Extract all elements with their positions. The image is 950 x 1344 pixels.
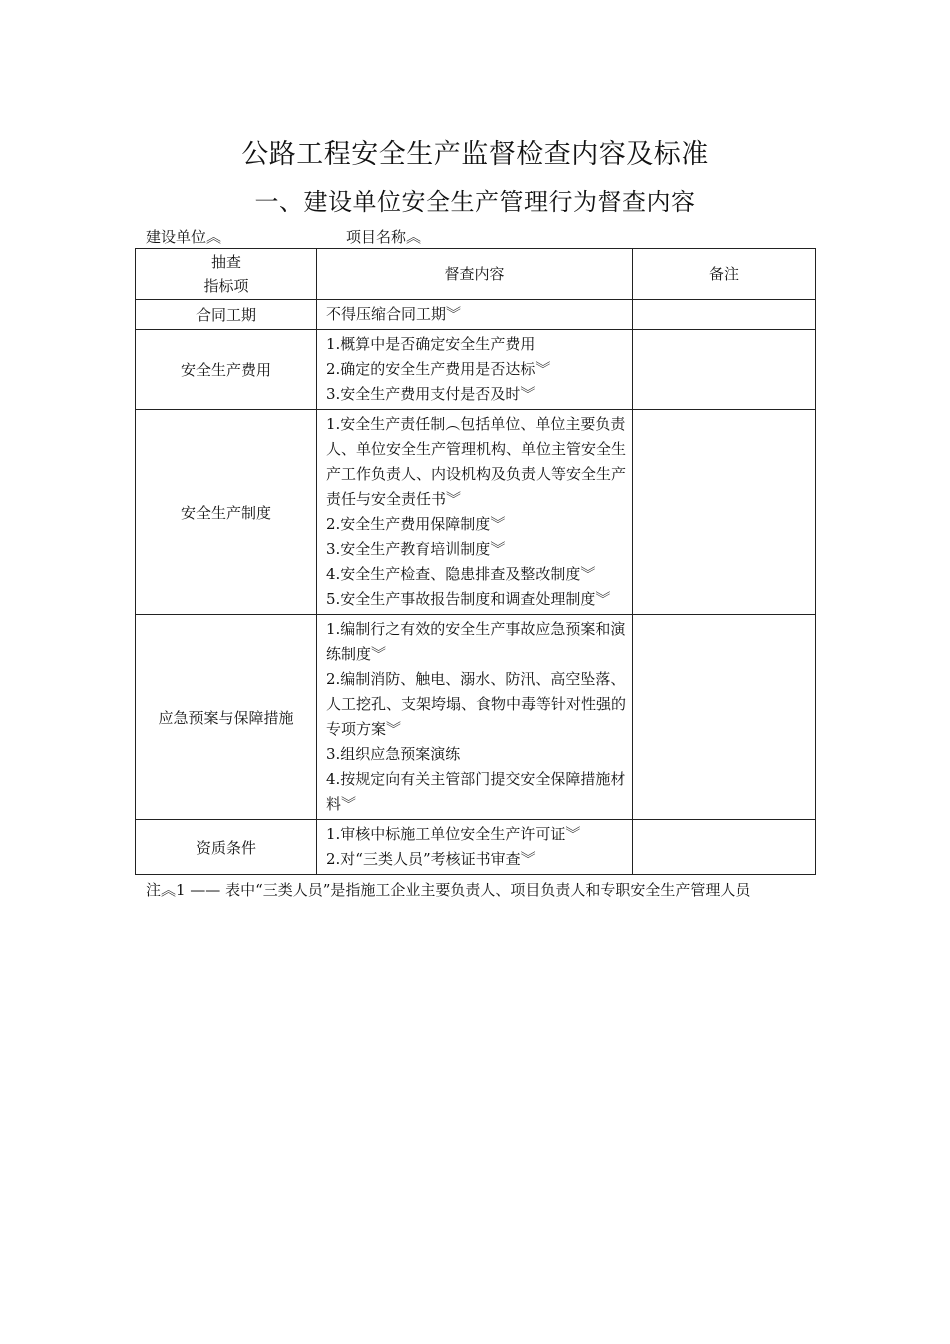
table-row [136, 410, 816, 615]
section-subtitle: 一、建设单位安全生产管理行为督查内容 [254, 188, 696, 216]
construction-unit-label: 建设单位︽ [146, 228, 222, 246]
footnote: 注︽1 —— 表中“三类人员”是指施工企业主要负责人、项目负责人和专职安全生产管理人员 [146, 881, 751, 899]
table-row [136, 615, 816, 820]
row-content [317, 410, 633, 615]
row-content [317, 615, 633, 820]
content-line: 2.编制消防、触电、溺水、防汛、高空坠落、人工挖孔、支架垮塌、食物中毒等针对性强的专项方案︾ [326, 670, 627, 738]
content-line: 不得压缩合同工期︾ [326, 305, 462, 323]
row-content [317, 820, 633, 875]
table-header-row [136, 249, 816, 300]
row-remark [633, 615, 816, 820]
content-line: 2.确定的安全生产费用是否达标︾ [326, 360, 551, 378]
content-line: 3.安全生产教育培训制度︾ [326, 540, 506, 558]
header-remark: 备注 [633, 249, 816, 300]
row-remark [633, 300, 816, 330]
content-line: 3.组织应急预案演练 [326, 745, 461, 763]
row-category: 安全生产制度 [136, 410, 317, 615]
row-category: 安全生产费用 [136, 330, 317, 410]
inspection-table [135, 248, 816, 875]
header-item [136, 249, 317, 300]
content-line: 1.审核中标施工单位安全生产许可证︾ [326, 825, 581, 843]
document-title: 公路工程安全生产监督检查内容及标准 [241, 139, 709, 170]
row-category: 应急预案与保障措施 [136, 615, 317, 820]
content-line: 1.安全生产责任制︵包括单位、单位主要负责人、单位安全生产管理机构、单位主管安全生产工作负责人、内设机构及负责人等安全生产责任与安全责任书︾ [326, 415, 627, 508]
header-content: 督查内容 [317, 249, 633, 300]
project-name-label: 项目名称︽ [346, 228, 422, 246]
row-remark [633, 410, 816, 615]
content-line: 3.安全生产费用支付是否及时︾ [326, 385, 536, 403]
row-remark [633, 330, 816, 410]
row-category: 资质条件 [136, 820, 317, 875]
header-item-line1: 抽查 [210, 253, 241, 271]
row-content [317, 300, 633, 330]
table-row [136, 330, 816, 410]
content-line: 1.编制行之有效的安全生产事故应急预案和演练制度︾ [326, 620, 626, 663]
row-remark [633, 820, 816, 875]
table-row [136, 300, 816, 330]
row-content [317, 330, 633, 410]
content-line: 1.概算中是否确定安全生产费用 [326, 335, 536, 353]
content-line: 4.按规定向有关主管部门提交安全保障措施材料︾ [326, 770, 626, 813]
header-item-line2: 指标项 [203, 277, 249, 295]
row-category: 合同工期 [136, 300, 317, 330]
content-line: 2.安全生产费用保障制度︾ [326, 515, 506, 533]
content-line: 2.对“三类人员”考核证书审查︾ [326, 850, 536, 868]
table-row [136, 820, 816, 875]
content-line: 4.安全生产检查、隐患排查及整改制度︾ [326, 565, 596, 583]
content-line: 5.安全生产事故报告制度和调查处理制度︾ [326, 590, 611, 608]
